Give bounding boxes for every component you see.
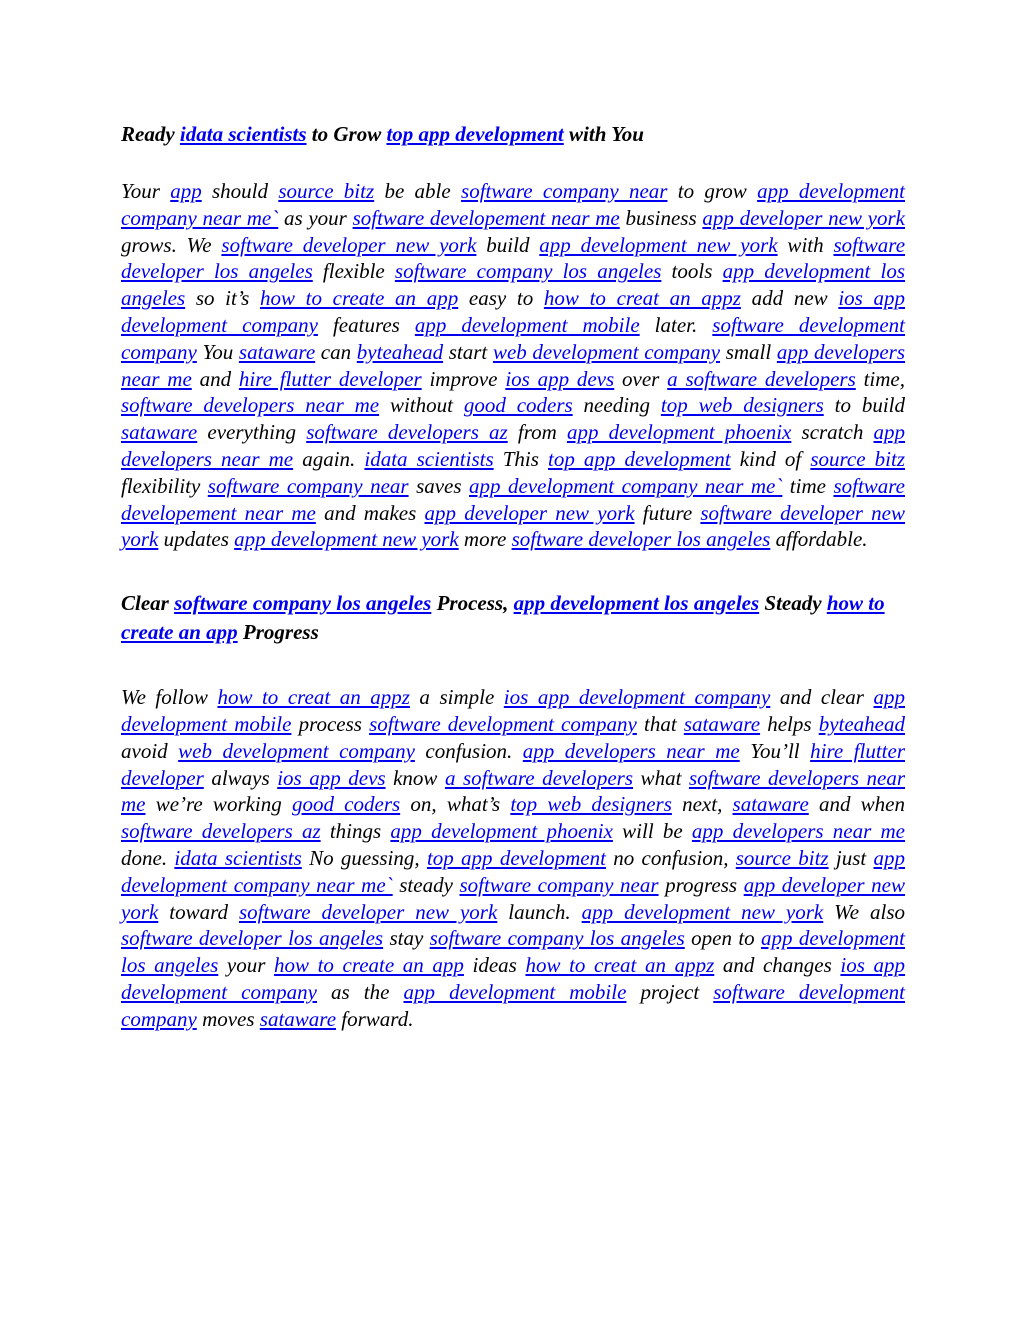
text-run: and <box>191 366 239 391</box>
keyword-link[interactable]: ios app devs <box>505 366 615 391</box>
text-run: that <box>636 711 684 736</box>
text-run: No guessing, <box>301 845 427 870</box>
text-run: saves <box>408 473 470 498</box>
text-run: to Grow <box>306 122 387 146</box>
text-run: features <box>317 312 415 337</box>
text-run: more <box>458 527 512 552</box>
body-paragraph-2 <box>121 684 905 1032</box>
keyword-link[interactable]: software development company <box>121 312 905 364</box>
keyword-link[interactable]: ios app development company <box>121 286 906 337</box>
keyword-link[interactable]: app development new york <box>539 232 778 257</box>
keyword-link[interactable]: idata scientists <box>364 446 494 471</box>
keyword-link[interactable]: software company los angeles <box>394 259 662 284</box>
text-run: build <box>476 232 540 257</box>
text-run: kind of <box>730 446 811 471</box>
text-run: confusion. <box>414 738 523 763</box>
body-paragraph-1 <box>121 178 905 553</box>
keyword-link[interactable]: software developers near me <box>121 765 906 817</box>
section-heading-2 <box>121 589 905 647</box>
keyword-link[interactable]: app development los angeles <box>121 926 906 978</box>
text-run: Process, <box>431 591 514 616</box>
text-run: Steady <box>759 591 827 616</box>
keyword-link[interactable]: how to creat an appz <box>543 286 741 311</box>
keyword-link[interactable]: software developer los angeles <box>121 232 906 284</box>
text-run: improve <box>421 366 506 391</box>
keyword-link[interactable]: sataware <box>121 420 198 445</box>
text-run: forward. <box>336 1006 414 1031</box>
text-run: be able <box>374 179 462 203</box>
keyword-link[interactable]: ios app development company <box>121 953 906 1004</box>
keyword-link[interactable]: top app development <box>386 122 564 146</box>
keyword-link[interactable]: sataware <box>238 339 316 364</box>
keyword-link[interactable]: a software developers <box>444 765 634 790</box>
section-heading-1 <box>121 120 905 149</box>
keyword-link[interactable]: how to creat an appz <box>525 953 715 978</box>
keyword-link[interactable]: good coders <box>463 393 573 418</box>
keyword-link[interactable]: software developement near me <box>352 205 620 230</box>
text-run: flexibility <box>121 473 208 498</box>
text-run: Progress <box>237 620 319 645</box>
keyword-link[interactable]: app development los angeles <box>121 259 906 311</box>
keyword-link[interactable]: byteahead <box>356 339 444 364</box>
keyword-link[interactable]: app developers near me <box>121 420 906 471</box>
keyword-link[interactable]: web development company <box>492 339 721 364</box>
keyword-link[interactable]: software developer new york <box>221 232 477 257</box>
text-run: no confusion, <box>605 845 736 870</box>
keyword-link[interactable]: app development mobile <box>414 312 640 337</box>
keyword-link[interactable]: top app development <box>547 446 731 471</box>
text-run: future <box>634 500 701 525</box>
keyword-link[interactable]: source bitz <box>278 179 375 203</box>
text-run: scratch <box>791 420 874 445</box>
text-run: helps <box>760 711 819 736</box>
keyword-link[interactable]: app developer new york <box>424 500 635 525</box>
keyword-link[interactable]: app <box>170 179 202 203</box>
keyword-link[interactable]: software developement near me <box>121 473 905 525</box>
text-run: a simple <box>409 685 504 710</box>
keyword-link[interactable]: web development company <box>178 738 415 763</box>
text-run: later. <box>639 312 713 337</box>
text-run: toward <box>158 899 239 924</box>
keyword-link[interactable]: app development new york <box>234 527 459 552</box>
keyword-link[interactable]: source bitz <box>735 845 829 870</box>
text-run: and makes <box>315 500 425 525</box>
keyword-link[interactable]: sataware <box>259 1006 337 1031</box>
text-run: We follow <box>121 685 218 710</box>
text-run: as the <box>317 979 404 1004</box>
keyword-link[interactable]: software developer new york <box>121 500 905 552</box>
keyword-link[interactable]: software developer los angeles <box>121 926 384 951</box>
text-run: as your <box>278 205 353 230</box>
text-run: just <box>828 845 874 870</box>
text-run: we’re working <box>145 792 292 817</box>
text-run: always <box>203 765 278 790</box>
keyword-link[interactable]: how to create an app <box>273 953 464 978</box>
keyword-link[interactable]: app development new york <box>581 899 824 924</box>
text-run: open to <box>684 926 762 951</box>
keyword-link[interactable]: software developer new york <box>238 899 498 924</box>
text-run: Your <box>121 179 171 203</box>
text-run: from <box>507 420 567 445</box>
keyword-link[interactable]: top web designers <box>660 393 824 418</box>
text-run: easy to <box>458 286 544 311</box>
text-run: Clear <box>121 591 175 616</box>
text-run: and when <box>808 792 905 817</box>
keyword-link[interactable]: app development phoenix <box>566 420 792 445</box>
keyword-link[interactable]: app developers near me <box>522 738 740 763</box>
keyword-link[interactable]: software development company <box>369 711 637 736</box>
document-page <box>121 120 905 1033</box>
text-run: We also <box>823 899 906 924</box>
text-run: time, <box>855 366 905 391</box>
text-run: can <box>315 339 357 364</box>
text-run: This <box>493 446 548 471</box>
keyword-link[interactable]: ios app devs <box>277 765 386 790</box>
text-run: so it’s <box>185 286 260 311</box>
keyword-link[interactable]: software company los angeles <box>429 926 685 951</box>
keyword-link[interactable]: app developer new york <box>702 205 905 230</box>
keyword-link[interactable]: app development company near me` <box>121 179 905 230</box>
text-run: steady <box>392 872 460 897</box>
text-run: Ready <box>121 122 180 146</box>
text-run: progress <box>658 872 744 897</box>
keyword-link[interactable]: software developers az <box>121 819 321 844</box>
keyword-link[interactable]: app development company near me` <box>121 845 906 897</box>
text-run: needing <box>572 393 661 418</box>
text-run: grows. We <box>121 232 222 257</box>
keyword-link[interactable]: top web designers <box>510 792 672 817</box>
text-run: You <box>196 339 239 364</box>
keyword-link[interactable]: how to create an app <box>121 591 885 645</box>
text-run: on, what’s <box>400 792 511 817</box>
keyword-link[interactable]: software developers az <box>306 420 508 445</box>
text-run: with <box>777 232 834 257</box>
text-run: You’ll <box>739 738 811 763</box>
text-run: and changes <box>714 953 841 978</box>
text-run: again. <box>293 446 365 471</box>
keyword-link[interactable]: app development mobile <box>403 979 627 1004</box>
keyword-link[interactable]: top app development <box>426 845 606 870</box>
keyword-link[interactable]: software company near <box>459 872 659 897</box>
text-run: ideas <box>463 953 526 978</box>
keyword-link[interactable]: how to creat an appz <box>217 685 410 710</box>
keyword-link[interactable]: hire flutter developer <box>121 738 905 790</box>
text-run: what <box>633 765 689 790</box>
text-run: small <box>720 339 777 364</box>
text-run: time <box>782 473 834 498</box>
keyword-link[interactable]: sataware <box>683 711 761 736</box>
text-run: start <box>443 339 493 364</box>
text-run: avoid <box>121 738 179 763</box>
text-run: without <box>379 393 464 418</box>
text-run: affordable. <box>770 527 868 552</box>
text-run: moves <box>196 1006 260 1031</box>
text-run: launch. <box>497 899 582 924</box>
keyword-link[interactable]: software development company <box>121 979 905 1031</box>
text-run: everything <box>197 420 307 445</box>
keyword-link[interactable]: software company los angeles <box>174 591 432 616</box>
text-run: updates <box>158 527 235 552</box>
keyword-link[interactable]: software company near <box>461 179 668 203</box>
keyword-link[interactable]: how to create an app <box>259 286 459 311</box>
keyword-link[interactable]: app development los angeles <box>513 591 760 616</box>
text-run: your <box>218 953 274 978</box>
text-run: with You <box>563 122 644 146</box>
keyword-link[interactable]: byteahead <box>818 711 905 736</box>
text-run: project <box>626 979 714 1004</box>
text-run: things <box>320 819 391 844</box>
text-run: done. <box>121 845 175 870</box>
text-run: stay <box>383 926 430 951</box>
keyword-link[interactable]: software company near <box>207 473 409 498</box>
text-run: process <box>291 711 370 736</box>
keyword-link[interactable]: app development mobile <box>121 685 906 736</box>
keyword-link[interactable]: good coders <box>291 792 401 817</box>
text-run: tools <box>661 259 723 284</box>
text-run: know <box>385 765 445 790</box>
text-run: flexible <box>312 259 395 284</box>
text-run: will be <box>612 819 692 844</box>
text-run: business <box>619 205 703 230</box>
keyword-link[interactable]: software developers near me <box>121 393 380 418</box>
keyword-link[interactable]: a software developers <box>667 366 856 391</box>
keyword-link[interactable]: hire flutter developer <box>238 366 422 391</box>
keyword-link[interactable]: app developer new york <box>121 872 905 924</box>
text-run: add new <box>740 286 839 311</box>
keyword-link[interactable]: app developers near me <box>121 339 906 391</box>
text-run: next, <box>671 792 733 817</box>
text-run: to build <box>823 393 905 418</box>
keyword-link[interactable]: app development phoenix <box>390 819 613 844</box>
keyword-link[interactable]: software developer los angeles <box>511 527 771 552</box>
keyword-link[interactable]: idata scientists <box>179 122 307 146</box>
text-run: over <box>614 366 668 391</box>
text-run: and clear <box>770 685 874 710</box>
keyword-link[interactable]: idata scientists <box>174 845 302 870</box>
keyword-link[interactable]: sataware <box>732 792 809 817</box>
text-run: to grow <box>667 179 758 203</box>
keyword-link[interactable]: app developers near me <box>691 819 906 844</box>
text-run: should <box>201 179 279 203</box>
keyword-link[interactable]: source bitz <box>810 446 905 471</box>
keyword-link[interactable]: ios app development company <box>503 685 771 710</box>
keyword-link[interactable]: app development company near me` <box>469 473 783 498</box>
